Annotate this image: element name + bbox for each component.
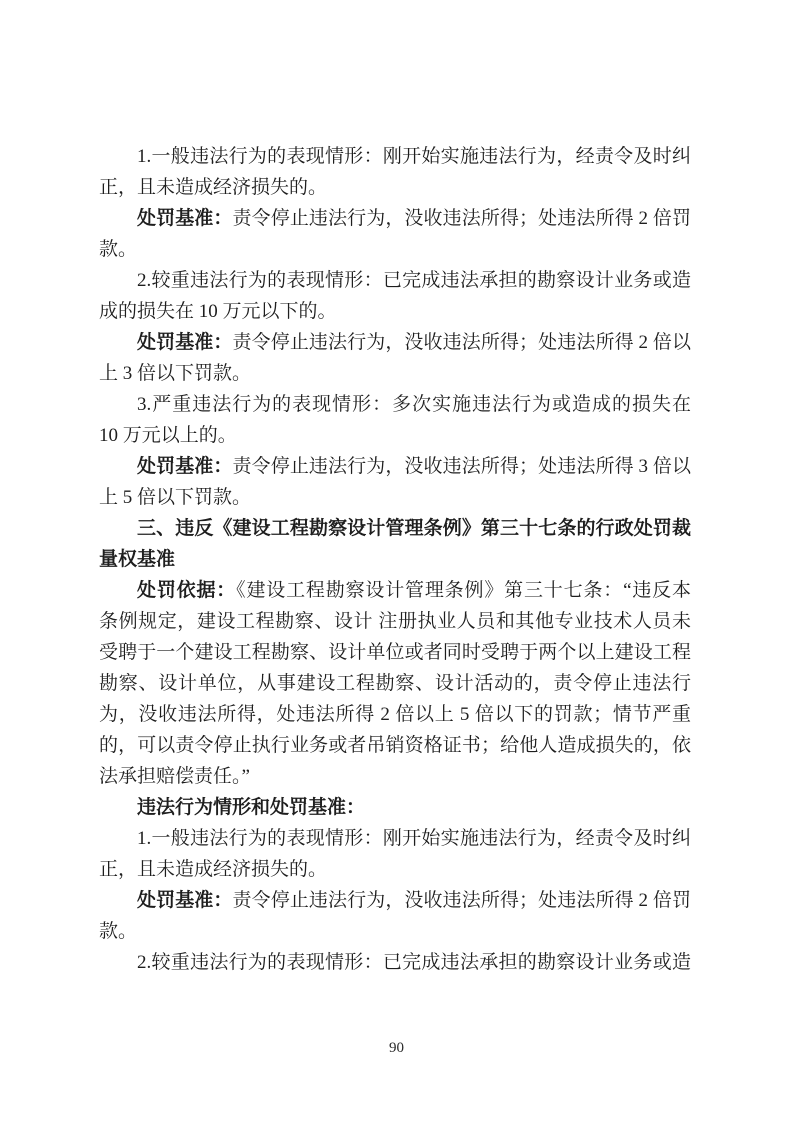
text-line: 3.严重违法行为的表现情形：多次实施违法行为或造成的损失在 <box>137 394 691 415</box>
bold-label: 处罚基准： <box>137 208 233 229</box>
item3-severe-violation <box>99 389 691 451</box>
text-line: 处罚基准：责令停止违法行为，没收违法所得；处违法所得 2 倍罚 <box>137 208 691 229</box>
text-line: 上 3 倍以下罚款。 <box>99 363 252 384</box>
bold-label: 处罚基准： <box>137 890 233 911</box>
text-line: 条例规定，建设工程勘察、设计 注册执业人员和其他专业技术人员未 <box>99 611 691 632</box>
text-line: 处罚基准：责令停止违法行为，没收违法所得；处违法所得 2 倍罚 <box>137 890 691 911</box>
text-line: 10 万元以上的。 <box>99 425 237 446</box>
text-line: 量权基准 <box>99 549 176 570</box>
page-number: 90 <box>389 1040 404 1056</box>
item1-penalty-basis-2 <box>99 885 691 947</box>
item1-penalty-basis <box>99 203 691 265</box>
text-line: 款。 <box>99 239 138 260</box>
text-line: 受聘于一个建设工程勘察、设计单位或者同时受聘于两个以上建设工程 <box>99 642 691 663</box>
text-line: 2.较重违法行为的表现情形：已完成违法承担的勘察设计业务或造 <box>137 270 691 291</box>
text-line: 处罚依据：《建设工程勘察设计管理条例》第三十七条：“违反本 <box>137 580 691 601</box>
text-line: 正，且未造成经济损失的。 <box>99 177 328 198</box>
item2-penalty-basis <box>99 327 691 389</box>
text-line: 法承担赔偿责任。” <box>99 766 250 787</box>
text-line: 三、违反《建设工程勘察设计管理条例》第三十七条的行政处罚裁 <box>137 518 691 539</box>
text-line: 上 5 倍以下罚款。 <box>99 487 252 508</box>
penalty-legal-basis <box>99 575 691 792</box>
text-line: 成的损失在 10 万元以下的。 <box>99 301 337 322</box>
item3-penalty-basis <box>99 451 691 513</box>
text-line: 1.一般违法行为的表现情形：刚开始实施违法行为，经责令及时纠 <box>137 146 691 167</box>
violation-and-penalty-header <box>99 792 691 823</box>
document-body <box>99 141 691 978</box>
text-line: 款。 <box>99 921 138 942</box>
bold-label: 处罚基准： <box>137 332 233 353</box>
bold-label: 处罚基准： <box>137 456 233 477</box>
text-line: 正，且未造成经济损失的。 <box>99 859 328 880</box>
text-line: 处罚基准：责令停止违法行为，没收违法所得；处违法所得 3 倍以 <box>137 456 691 477</box>
item1-general-violation-2 <box>99 823 691 885</box>
item1-general-violation <box>99 141 691 203</box>
text-line: 的，可以责令停止执行业务或者吊销资格证书；给他人造成损失的，依 <box>99 735 691 756</box>
text-line: 勘察、设计单位，从事建设工程勘察、设计活动的，责令停止违法行 <box>99 673 691 694</box>
item2-moderate-violation <box>99 265 691 327</box>
text-line: 1.一般违法行为的表现情形：刚开始实施违法行为，经责令及时纠 <box>137 828 691 849</box>
bold-label: 处罚依据： <box>137 580 237 601</box>
text-line: 处罚基准：责令停止违法行为，没收违法所得；处违法所得 2 倍以 <box>137 332 691 353</box>
item2-moderate-violation-cut <box>99 947 691 978</box>
text-line: 违法行为情形和处罚基准： <box>137 797 366 818</box>
text-line: 2.较重违法行为的表现情形：已完成违法承担的勘察设计业务或造 <box>137 952 691 973</box>
section-3-heading <box>99 513 691 575</box>
text-line: 为，没收违法所得，处违法所得 2 倍以上 5 倍以下的罚款；情节严重 <box>99 704 691 725</box>
